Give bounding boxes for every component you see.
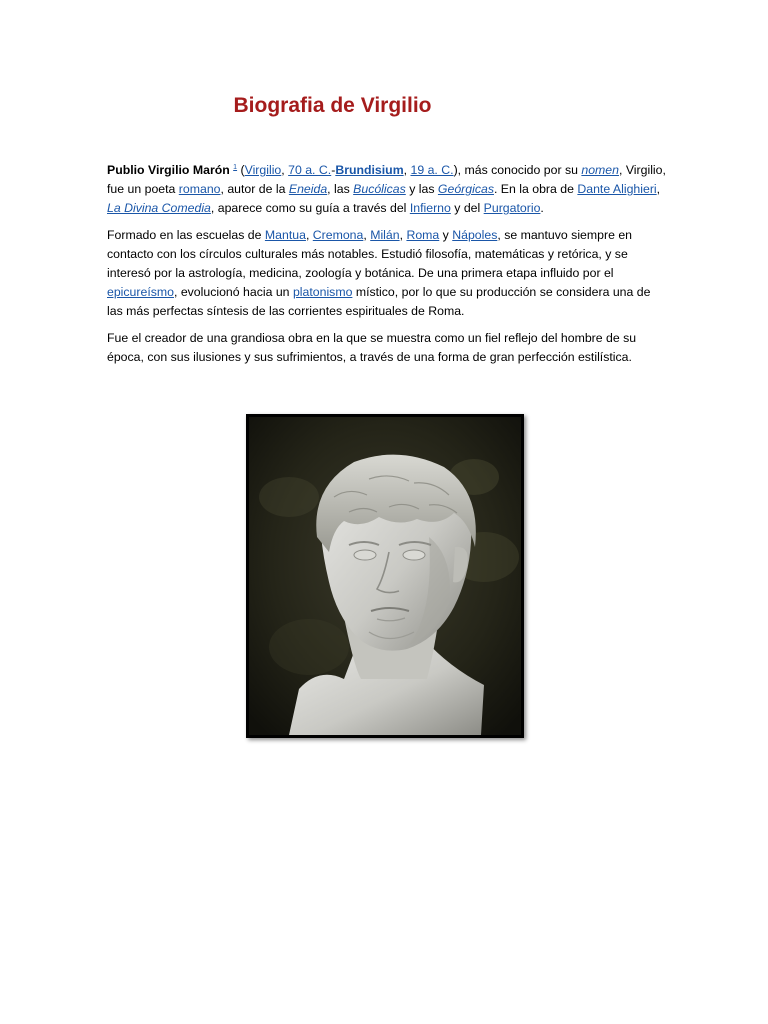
paragraph-formation: Formado en las escuelas de Mantua, Cremona, Milán, Roma y Nápoles, se mantuvo siempre en contacto con los círculos culturales más notables. Estudió filosofía, matemáticas y retórica, y se interesó por la astrología, medicina, zoología y botánica. De una primera etapa influido por el epicureísmo, evolucionó hacia un platonismo místico, por lo que su producción se considera una de las más perfectas síntesis de las corrientes espirituales de Roma. [107,228,651,319]
link-virgilio[interactable]: Virgilio [244,163,282,178]
link-platonismo[interactable]: platonismo [292,285,353,300]
link-bucolicas[interactable]: Bucólicas [353,182,406,197]
virgil-bust-image [246,414,524,738]
link-infierno[interactable]: Infierno [409,201,451,216]
document-body [107,158,667,375]
link-mantua[interactable]: Mantua [264,228,306,243]
link-milan[interactable]: Milán [370,228,400,243]
person-name: Publio Virgilio Marón [107,163,230,178]
link-purgatorio[interactable]: Purgatorio [483,201,541,216]
bust-illustration [249,417,521,735]
paragraph-legacy: Fue el creador de una grandiosa obra en la que se muestra como un fiel reflejo del hombre de su época, con sus ilusiones y sus sufrimientos, a través de una forma de gran perfección estilística. [107,331,637,365]
link-eneida[interactable]: Eneida [288,182,328,197]
link-epicureismo[interactable]: epicureísmo [107,285,174,300]
link-georgicas[interactable]: Geórgicas [437,182,494,197]
link-divina-comedia[interactable]: La Divina Comedia [107,201,211,216]
link-roma[interactable]: Roma [406,228,440,243]
link-dante-alighieri[interactable]: Dante Alighieri [577,182,657,197]
link-nomen[interactable]: nomen [581,163,619,178]
paragraph-intro: Publio Virgilio Marón $^1$ (Virgilio, 70 a. C.-Brundisium, 19 a. C.), más conocido por su nomen, Virgilio, fue un poeta romano, autor de la Eneida, las Bucólicas y las Geórgicas. En la obra de Dante Alighieri, La Divina Comedia, aparece como su guía a través del Infierno y del Purgatorio. [107,163,666,216]
link-cremona[interactable]: Cremona [312,228,364,243]
reference-link[interactable]: 1 [233,164,238,171]
link-romano[interactable]: romano [178,182,221,197]
link-brundisium[interactable]: Brundisium [335,163,404,178]
page-title: Biografia de Virgilio [233,94,432,117]
link-70-ac[interactable]: 70 a. C. [288,163,332,178]
link-19-ac[interactable]: 19 a. C. [410,163,454,178]
link-napoles[interactable]: Nápoles [452,228,498,243]
